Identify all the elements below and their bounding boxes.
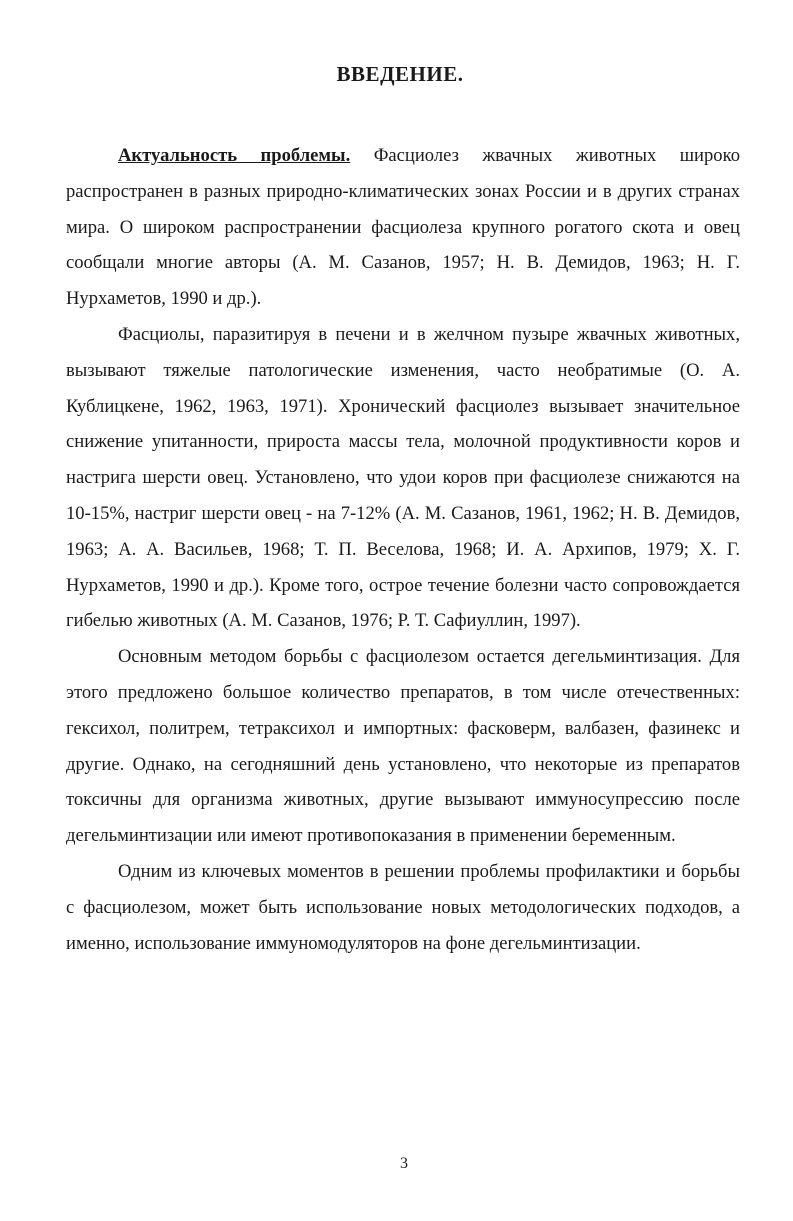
- paragraph-text: Основным методом борьбы с фасциолезом остается дегельминтизация. Для этого предложено большое количество препаратов, в том числе отечественных: гексихол, политрем, тетраксихол и импортных: фасковерм, валбазен, фазинекс и другие. Однако, на сегодняшний день установлено, что некоторые из препаратов токсичны для организма животных, другие вызывают иммуносупрессию после дегельминтизации или имеют противопоказания в применении беременным.: [66, 646, 740, 847]
- document-body: [66, 138, 740, 961]
- paragraph-text: Фасциолез жвачных животных широко распространен в разных природно-климатических зонах России и в других странах мира. О широком распространении фасциолеза крупного рогатого скота и овец сообщали многие авторы (А. М. Сазанов, 1957; Н. В. Демидов, 1963; Н. Г. Нурхаметов, 1990 и др.).: [66, 145, 740, 310]
- page-title: ВВЕДЕНИЕ.: [336, 62, 464, 86]
- section-lead-heading: Актуальность проблемы.: [118, 145, 351, 166]
- paragraph-pathology: [66, 317, 740, 639]
- paragraph-text: Одним из ключевых моментов в решении проблемы профилактики и борьбы с фасциолезом, может быть использование новых методологических подходов, а именно, использование иммуномодуляторов на фоне дегельминтизации.: [66, 860, 740, 954]
- paragraph-treatment: [66, 639, 740, 854]
- paragraph-approach: [66, 854, 740, 961]
- paragraph-relevance: [66, 138, 740, 317]
- page-number: 3: [400, 1155, 408, 1172]
- paragraph-text: Фасциолы, паразитируя в печени и в желчном пузыре жвачных животных, вызывают тяжелые патологические изменения, часто необратимые (О. А. Кублицкене, 1962, 1963, 1971). Хронический фасциолез вызывает значительное снижение упитанности, прироста массы тела, молочной продуктивности коров и настрига шерсти овец. Установлено, что удои коров при фасциолезе снижаются на 10-15%, настриг шерсти овец - на 7-12% (А. М. Сазанов, 1961, 1962; Н. В. Демидов, 1963; А. А. Васильев, 1968; Т. П. Веселова, 1968; И. А. Архипов, 1979; Х. Г. Нурхаметов, 1990 и др.). Кроме того, острое течение болезни часто сопровождается гибелью животных (А. М. Сазанов, 1976; Р. Т. Сафиуллин, 1997).: [66, 323, 740, 632]
